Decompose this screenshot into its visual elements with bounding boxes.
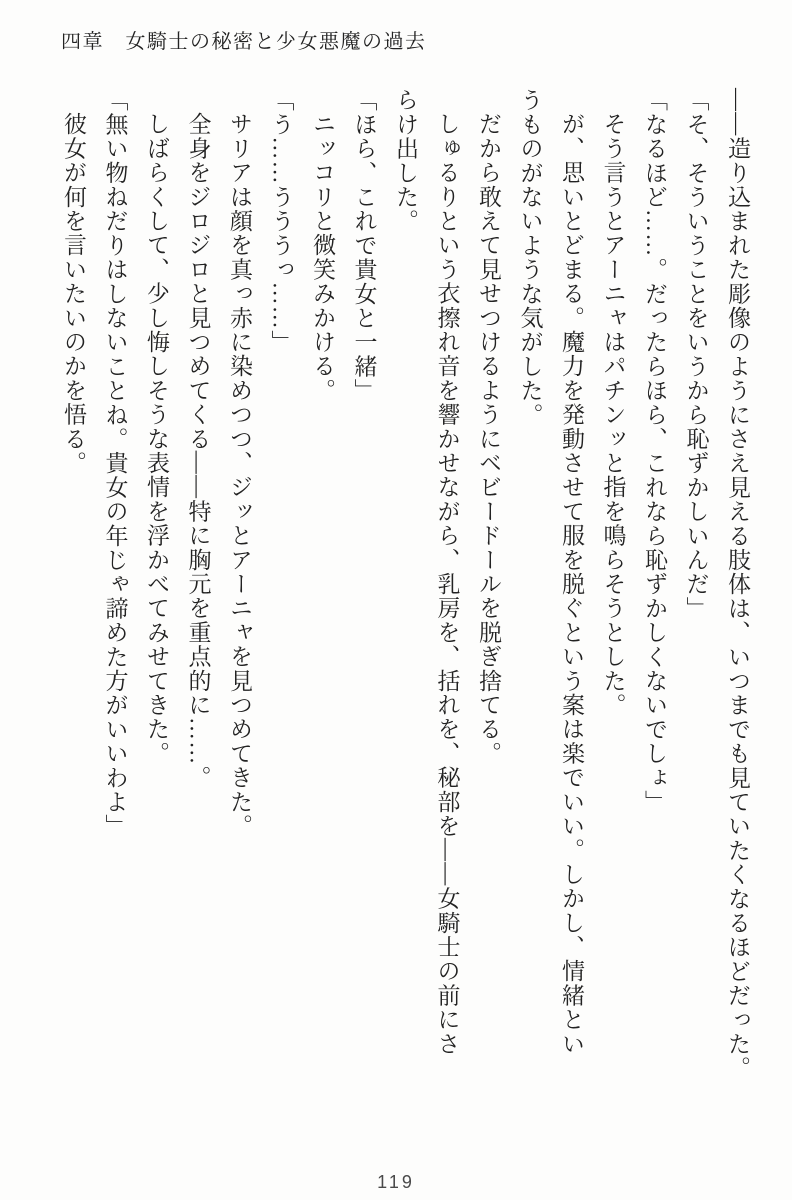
text-line: 「無い物ねだりはしないことね。貴女の年じゃ諦めた方がいいわよ」 [102, 88, 128, 839]
text-line: うものがないような気がした。 [517, 88, 543, 427]
text-line: 「ほら、これで貴女と一緒」 [351, 88, 377, 403]
text-line: 「う……うううっ……」 [268, 88, 294, 355]
text-line: 「そ、そういうことをいうから恥ずかしいんだ」 [683, 88, 709, 621]
text-line: らけ出した。 [393, 88, 418, 234]
text-line: ニッコリと微笑みかける。 [310, 112, 335, 403]
chapter-header: 四章 女騎士の秘密と少女悪魔の過去 [61, 31, 427, 53]
text-line: そう言うとアーニャはパチンッと指を鳴らそうとした。 [600, 112, 626, 718]
page-text [53, 88, 759, 1081]
text-line: が、思いとどまる。魔力を発動させて服を脱ぐという案は楽でいい。しかし、情緒とい [559, 112, 584, 1056]
text-line: サリアは顔を真っ赤に染めつつ、ジッとアーニャを見つめてきた。 [227, 112, 252, 839]
text-line: ――造り込まれた彫像のようにさえ見える肢体は、いつまでも見ていたくなるほどだった。 [725, 88, 750, 1081]
text-line: だから敢えて見せつけるようにベビードールを脱ぎ捨てる。 [476, 112, 501, 766]
text-line: しばらくして、少し悔しそうな表情を浮かべてみせてきた。 [144, 112, 169, 766]
text-line: 「なるほど……。だったらほら、これなら恥ずかしくないでしょ」 [642, 88, 667, 814]
text-line: 彼女が何を言いたいのかを悟る。 [61, 112, 86, 476]
text-line: 全身をジロジロと見つめてくる――特に胸元を重点的に……。 [185, 112, 211, 790]
page-number: 119 [377, 1172, 415, 1192]
text-line: しゅるりという衣擦れ音を響かせながら、乳房を、括れを、秘部を――女騎士の前にさ [434, 112, 460, 1056]
